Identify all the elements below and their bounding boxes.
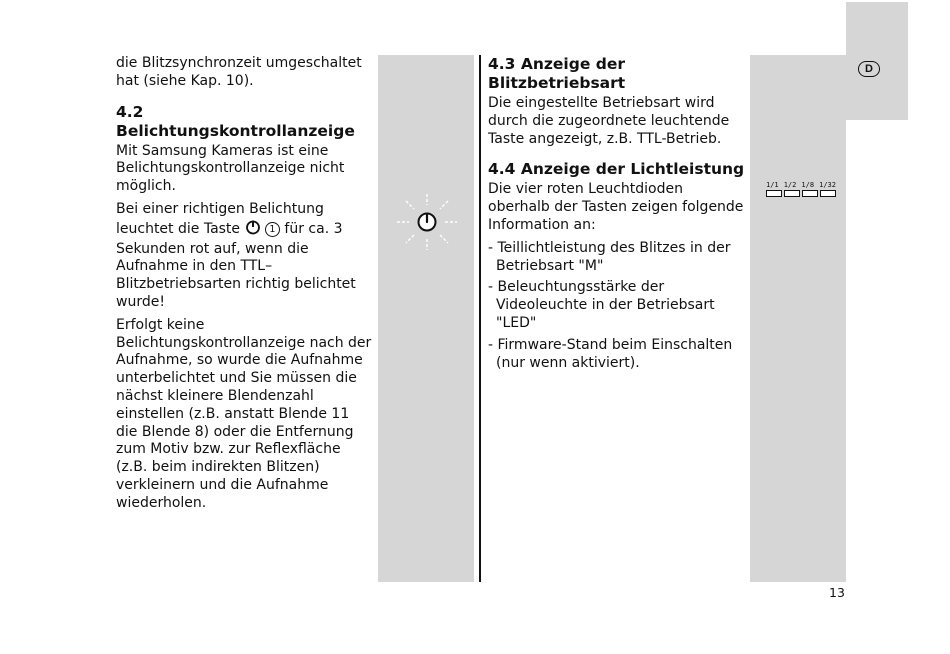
info-list — [488, 240, 746, 373]
section-heading-4-3: 4.3 Anzeige der Blitzbetriebsart — [488, 55, 626, 92]
led-segment — [784, 190, 800, 197]
exposure-text-before: Bei einer richtigen Belichtung leuchtet die Taste — [116, 200, 324, 237]
exposure-text-after: für ca. 3 Sekunden rot auf, wenn die Aufnahme in den TTL–Blitzbetriebsarten richtig belichtet wurde! — [116, 220, 356, 310]
column-divider — [479, 55, 481, 582]
left-column — [116, 55, 374, 518]
led-label: 1/1 — [766, 181, 779, 189]
language-tab — [846, 2, 908, 120]
section-heading-4-2: 4.2 Belichtungskontrollanzeige — [116, 102, 355, 140]
intro-text: die Blitzsynchronzeit umgeschaltet hat (siehe Kap. 10). — [116, 55, 362, 89]
led-segment — [820, 190, 836, 197]
paragraph-samsung: Mit Samsung Kameras ist eine Belichtungskontrollanzeige nicht möglich. — [116, 142, 345, 195]
paragraph-exposure — [116, 201, 374, 312]
paragraph-leds: Die vier roten Leuchtdioden oberhalb der Tasten zeigen folgende Information an: — [488, 181, 744, 233]
language-badge: D — [858, 61, 880, 77]
led-segment — [802, 190, 818, 197]
paragraph-mode-display: Die eingestellte Betriebsart wird durch die zugeordnete leuchtende Taste angezeigt, z.B. TTL-Betrieb. — [488, 95, 730, 147]
list-item: - Beleuchtungsstärke der Videoleuchte in der Betriebsart "LED" — [488, 279, 715, 331]
gray-strip-left — [378, 55, 474, 582]
section-heading-4-4: 4.4 Anzeige der Lichtleistung — [488, 160, 745, 179]
led-segment — [766, 190, 782, 197]
power-icon — [245, 219, 261, 241]
gray-strip-right — [750, 55, 846, 582]
led-label: 1/32 — [819, 181, 836, 189]
list-item: - Firmware-Stand beim Einschalten (nur wenn aktiviert). — [488, 336, 733, 371]
button-number-badge: 1 — [265, 222, 280, 237]
led-label: 1/8 — [801, 181, 815, 189]
paragraph-underexposure: Erfolgt keine Belichtungskontrollanzeige nach der Aufnahme, so wurde die Aufnahme unterbelichtet und Sie müssen die nächst kleinere Blendenzahl einstellen (z.B. anstatt Blende 11 die Blende 8) oder die Entfernung zum Motiv bzw. zur Reflexfläche (z.B. beim indirekten Blitzen) verkleinern und die Aufnahme wiederholen. — [116, 316, 372, 511]
led-label: 1/2 — [783, 181, 797, 189]
led-power-indicator — [766, 181, 836, 197]
blinking-power-icon — [395, 192, 459, 252]
page-number: 13 — [829, 585, 845, 600]
right-column — [488, 55, 746, 376]
list-item: - Teillichtleistung des Blitzes in der Betriebsart "M" — [488, 239, 731, 274]
